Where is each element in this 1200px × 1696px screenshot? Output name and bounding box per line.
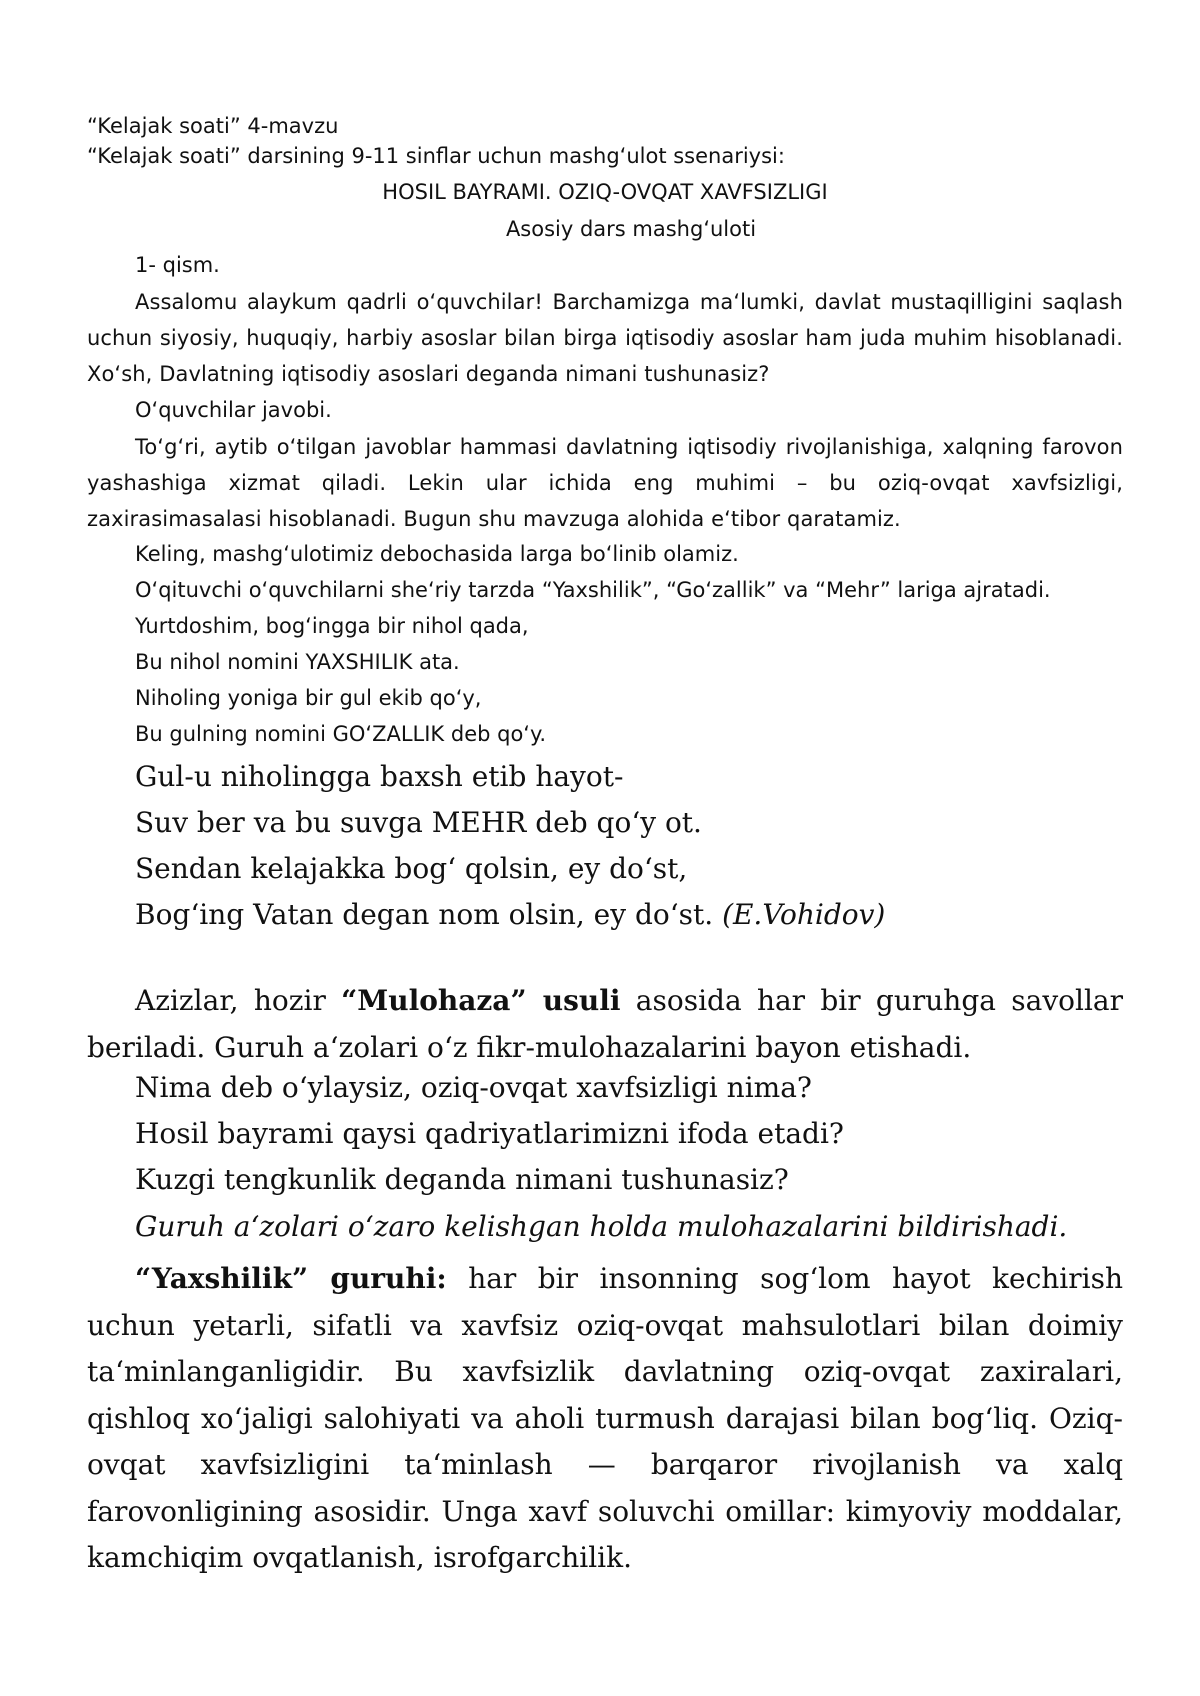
response-paragraph: Toʻgʻri, aytib oʻtilgan javoblar hammasi davlatning iqtisodiy rivojlanishiga, xalqning farovon yashashiga xizmat qiladi. Lekin ular ichida eng muhimi – bu oziq-ovqat xavfsizligi, zaxirasimasalasi hisoblanadi. Bugun shu mavzuga alohida eʻtibor qaratamiz. [87, 435, 1123, 531]
poem-line: Bu nihol nomini YAXSHILIK ata. [135, 650, 460, 674]
lesson-topic: “Kelajak soati” 4-mavzu [87, 114, 339, 138]
question-item: Hosil bayrami qaysi qadriyatlarimizni ifoda etadi? [135, 1117, 844, 1150]
yaxshilik-paragraph [87, 1256, 1123, 1582]
intro-paragraph: Assalomu alaykum qadrli oʻquvchilar! Barchamizga maʻlumki, davlat mustaqilligini saqlash uchun siyosiy, huquqiy, harbiy asoslar bilan birga iqtisodiy asoslar ham juda muhim hisoblanadi. Xoʻsh, Davlatning iqtisodiy asoslari deganda nimani tushunasiz? [87, 290, 1123, 386]
method-prefix: Azizlar, hozir [135, 984, 342, 1017]
poem-author: (E.Vohidov) [722, 898, 886, 931]
group-note-text: Guruh aʻzolari oʻzaro kelishgan holda mulohazalarini bildirishadi. [135, 1210, 1068, 1243]
students-answer-note: Oʻquvchilar javobi. [135, 398, 332, 422]
part-label: 1- qism. [135, 253, 220, 277]
poem-line: Niholing yoniga bir gul ekib qoʻy, [135, 686, 482, 710]
teacher-instruction-line: Oʻqituvchi oʻquvchilarni sheʻriy tarzda “Yaxshilik”, “Goʻzallik” va “Mehr” lariga ajratadi. [135, 578, 1051, 602]
poem-last-line [135, 898, 885, 931]
poem-line: Suv ber va bu suvga MEHR deb qoʻy ot. [135, 806, 702, 839]
yaxshilik-text: har bir insonning sogʻlom hayot kechirish uchun yetarli, sifatli va xavfsiz oziq-ovqat mahsulotlari bilan doimiy taʻminlanganligidir. Bu xavfsizlik davlatning oziq-ovqat zaxiralari, qishloq xoʻjaligi salohiyati va aholi turmush darajasi bilan bogʻliq. Oziq-ovqat xavfsizligini taʻminlash — barqaror rivojlanish va xalq farovonligining asosidir. Unga xavf soluvchi omillar: kimyoviy moddalar, kamchiqim ovqatlanish, isrofgarchilik. [87, 1262, 1123, 1574]
group-note [135, 1210, 1067, 1243]
lesson-scenario-heading: “Kelajak soati” darsining 9-11 sinflar uchun mashgʻulot ssenariysi: [87, 144, 785, 168]
poem-line: Gul-u niholingga baxsh etib hayot- [135, 760, 624, 793]
method-text: asosida har bir guruhga savollar beriladi. Guruh aʻzolari oʻz fikr-mulohazalarini bayon etishadi. [87, 984, 1123, 1064]
poem-line: Bu gulning nomini GOʻZALLIK deb qoʻy. [135, 722, 547, 746]
method-paragraph [87, 978, 1123, 1071]
yaxshilik-label: “Yaxshilik” guruhi: [135, 1262, 447, 1295]
question-item: Nima deb oʻylaysiz, oziq-ovqat xavfsizligi nima? [135, 1071, 812, 1104]
method-name: “Mulohaza” usuli [341, 984, 621, 1017]
document-subtitle: Asosiy dars mashgʻuloti [505, 217, 757, 241]
document-title: HOSIL BAYRAMI. OZIQ-OVQAT XAVFSIZLIGI [382, 180, 828, 204]
question-item: Kuzgi tengkunlik deganda nimani tushunasiz? [135, 1163, 789, 1196]
groups-intro-line: Keling, mashgʻulotimiz debochasida larga boʻlinib olamiz. [135, 542, 739, 566]
poem-line: Yurtdoshim, bogʻingga bir nihol qada, [135, 614, 529, 638]
poem-line: Sendan kelajakka bogʻ qolsin, ey doʻst, [135, 852, 688, 885]
poem-line: Bogʻing Vatan degan nom olsin, ey doʻst. [135, 898, 714, 931]
